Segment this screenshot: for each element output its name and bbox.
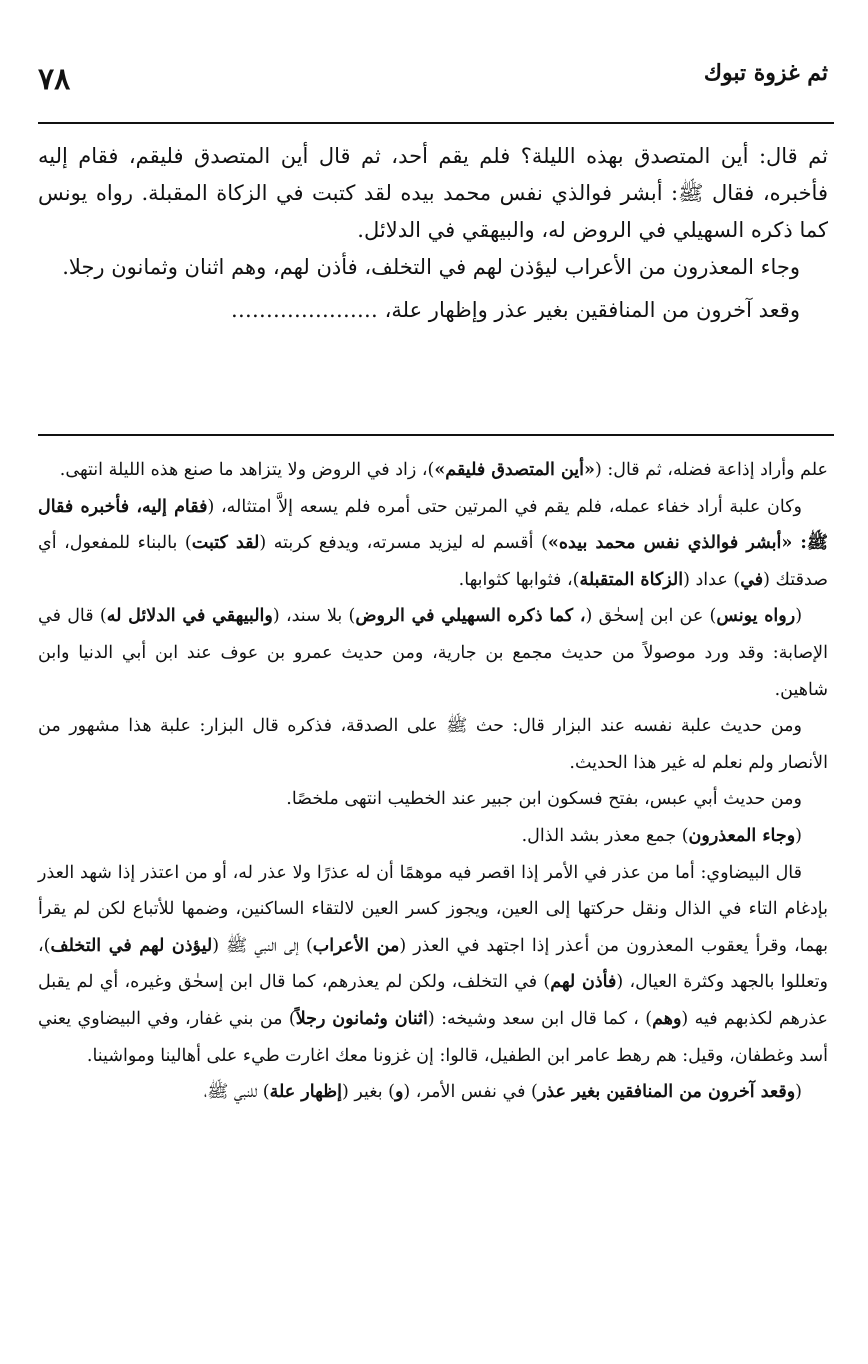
commentary-paragraph-4: ومن حديث علبة نفسه عند البزار قال: حث ﷺ على الصدقة، فذكره قال البزار: علبة هذا مشهور من الأنصار ولم نعلم له غير هذا الحديث.	[38, 716, 828, 773]
page-number: ٧٨	[38, 62, 71, 97]
quoted-phrase: و	[394, 1082, 404, 1103]
quoted-phrase: «أين المتصدق فليقم»	[434, 460, 595, 480]
commentary-paragraph-8	[38, 1074, 828, 1111]
main-paragraph-3	[38, 292, 828, 329]
commentary-text	[38, 452, 828, 1111]
main-paragraph-3-text: وقعد آخرون من المنافقين بغير عذر وإظهار علة،	[384, 298, 800, 322]
main-paragraph-2: وجاء المعذرون من الأعراب ليؤذن لهم في التخلف، فأذن لهم، وهم اثنان وثمانون رجلا.	[62, 255, 800, 279]
text-run: ) بغير (	[341, 1082, 395, 1103]
text-run: وكان علبة أراد خفاء عمله، فلم يقم في المرتين حتى أمره فلم يسعه إلاَّ امتثاله، (	[207, 496, 802, 517]
commentary-paragraph-2	[38, 489, 828, 599]
quoted-phrase: وقعد آخرون من المنافقين بغير عذر	[537, 1082, 796, 1103]
commentary-paragraph-3	[38, 598, 828, 708]
text-run: ) عداد (	[683, 569, 741, 590]
main-paragraph-1: ثم قال: أين المتصدق بهذه الليلة؟ فلم يقم أحد، ثم قال أين المتصدق فليقم، فقام إليه فأخبره، فقال ﷺ: أبشر فوالذي نفس محمد بيده لقد كتبت في الزكاة المقبلة. رواه يونس كما ذكره السهيلي في الروض له، والبيهقي في الدلائل.	[38, 144, 828, 242]
quoted-phrase: في	[740, 569, 764, 590]
text-run: ) ، كما قال ابن سعد وشيخه: (	[427, 1008, 653, 1029]
text-run: (	[795, 825, 802, 846]
text-run: )، فثوابها كثوابها.	[458, 569, 580, 590]
text-run: ) بالبناء للمفعول، أي صدقتك (	[38, 533, 828, 590]
ellipsis-dots: …………………	[230, 298, 378, 322]
text-run: ) في التخلف، ولكن لم يعذرهم، كما قال ابن إسحٰق وغيره، أي لم يقبل عذرهم لكذبهم فيه (	[38, 972, 828, 1029]
text-run: ) قال في الإصابة: وقد ورد موصولاً من حديث مجمع بن جارية، ومن حديث عمرو بن عوف عند ابن أبي الدنيا وابن شاهين.	[38, 606, 828, 700]
quoted-phrase: والبيهقي في الدلائل له	[106, 606, 273, 627]
quoted-phrase: فأذن لهم	[550, 972, 617, 993]
text-run: (	[795, 606, 803, 627]
quoted-phrase: ، كما ذكره السهيلي في الروض	[355, 606, 586, 627]
text-run: ) أقسم له ليزيد مسرته، ويدفع كربته (	[259, 533, 548, 554]
text-run: ) للنبي ﷺ،	[203, 1082, 270, 1103]
quoted-phrase: رواه يونس	[716, 606, 796, 627]
quoted-phrase: من الأعراب	[312, 935, 400, 956]
commentary-paragraph-6	[38, 818, 828, 855]
quoted-phrase: وجاء المعذرون	[688, 825, 796, 846]
quoted-phrase: فقام إليه، فأخبره فقال ﷺ: «أبشر فوالذي نفس محمد بيده»	[38, 496, 828, 554]
text-run: قال البيضاوي: أما من عذر في الأمر إذا اقصر فيه موهمًا أن له عذرًا ولا عذر له، أو من اعتذر إذا شهد العذر بإدغام التاء في الذال ونقل حركتها إلى العين، ويجوز كسر العين لالتقاء الساكنين، وضمها للأتباع لكن لم يقرأ بهما، وقرأ يعقوب المعذرون من أعذر إذا اجتهد في العذر (	[38, 862, 828, 956]
commentary-divider	[38, 434, 834, 436]
quoted-phrase: وهم	[652, 1008, 682, 1029]
text-run: (	[795, 1082, 802, 1103]
text-run: علم وأراد إذاعة فضله، ثم قال: (	[594, 460, 828, 480]
text-run: )، وتعللوا بالجهد وكثرة العيال، (	[38, 935, 828, 993]
text-run: ) من بني غفار، وفي البيضاوي يعني أسد وغطفان، وقيل: هم رهط عامر ابن الطفيل، قالوا: إن غزونا معك اغارت طيء على أهالينا ومواشينا.	[38, 1008, 828, 1066]
quoted-phrase: ليؤذن لهم في التخلف	[50, 935, 213, 956]
page-header	[38, 44, 828, 96]
commentary-paragraph-5: ومن حديث أبي عبس، بفتح فسكون ابن جبير عند الخطيب انتهى ملخصًا.	[286, 789, 802, 810]
header-divider	[38, 122, 834, 124]
text-run: ) إلى النبي ﷺ (	[212, 935, 313, 956]
quoted-phrase: إظهار علة	[269, 1082, 342, 1103]
text-run: ) بلا سند، (	[272, 606, 356, 627]
text-run: ) عن ابن إسحٰق (	[585, 606, 717, 627]
main-text	[38, 138, 828, 329]
quoted-phrase: الزكاة المتقبلة	[579, 569, 684, 590]
running-title: ثم غزوة تبوك	[703, 60, 828, 86]
commentary-paragraph-1	[38, 452, 828, 489]
text-run: ) جمع معذر بشد الذال.	[521, 825, 689, 846]
quoted-phrase: اثنان وثمانون رجلاً	[295, 1008, 428, 1029]
commentary-paragraph-7	[38, 855, 828, 1075]
text-run: )، زاد في الروض ولا يتزاهد ما صنع هذه الليلة انتهى.	[59, 460, 435, 480]
text-run: ) في نفس الأمر، (	[403, 1082, 538, 1103]
quoted-phrase: لقد كتبت	[191, 533, 260, 554]
